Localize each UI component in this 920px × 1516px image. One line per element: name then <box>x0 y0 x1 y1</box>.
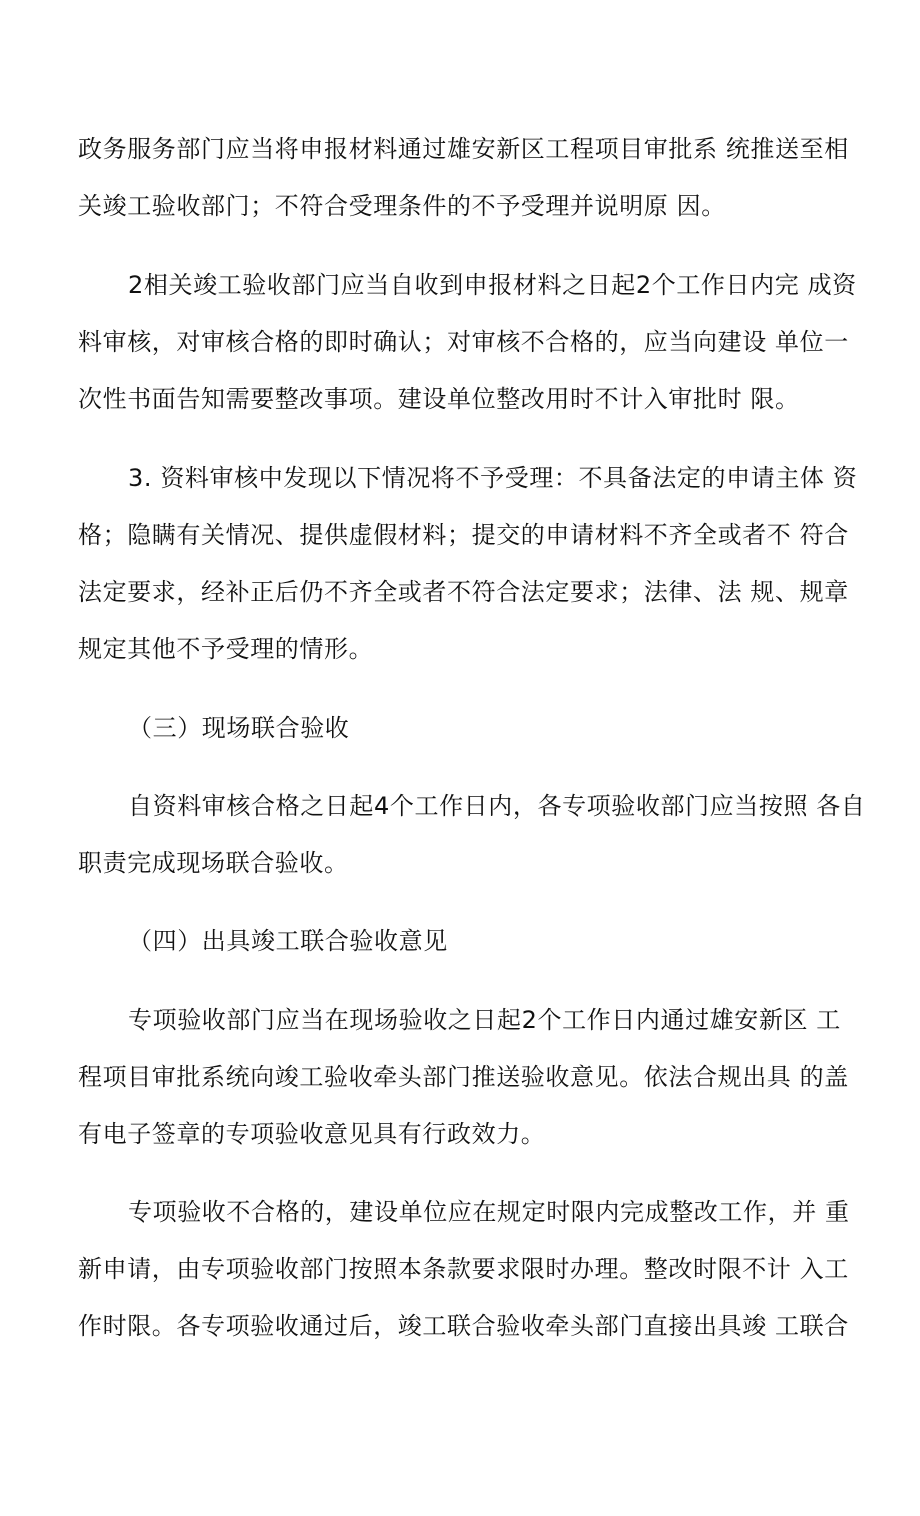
para1-line1: 政务服务部门应当将申报材料通过雄安新区工程项目审批系 统推送至相 <box>78 135 849 163</box>
para4-line2: 职责完成现场联合验收。 <box>78 849 349 877</box>
para3-line3: 法定要求，经补正后仍不齐全或者不符合法定要求；法律、法 规、规章 <box>78 578 849 606</box>
section-heading-3: （三）现场联合验收 <box>128 714 350 742</box>
para5-line2: 程项目审批系统向竣工验收牵头部门推送验收意见。依法合规出具 的盖 <box>78 1063 849 1091</box>
para5-line1: 专项验收部门应当在现场验收之日起2个工作日内通过雄安新区 工 <box>128 1006 841 1034</box>
section-heading-4: （四）出具竣工联合验收意见 <box>128 927 448 955</box>
para5-line3: 有电子签章的专项验收意见具有行政效力。 <box>78 1120 546 1148</box>
para4-line1: 自资料审核合格之日起4个工作日内，各专项验收部门应当按照 各自 <box>128 792 866 820</box>
para6-line3: 作时限。各专项验收通过后，竣工联合验收牵头部门直接出具竣 工联合 <box>78 1312 849 1340</box>
para3-line4: 规定其他不予受理的情形。 <box>78 635 374 663</box>
para2-line3: 次性书面告知需要整改事项。建设单位整改用时不计入审批时 限。 <box>78 385 800 413</box>
para2-line1: 2相关竣工验收部门应当自收到申报材料之日起2个工作日内完 成资 <box>128 271 857 299</box>
para3-line2: 格；隐瞒有关情况、提供虚假材料；提交的申请材料不齐全或者不 符合 <box>78 521 849 549</box>
para3-line1: 3. 资料审核中发现以下情况将不予受理：不具备法定的申请主体 资 <box>128 464 858 492</box>
para6-line2: 新申请，由专项验收部门按照本条款要求限时办理。整改时限不计 入工 <box>78 1255 849 1283</box>
para2-line2: 料审核，对审核合格的即时确认；对审核不合格的，应当向建设 单位一 <box>78 328 849 356</box>
para1-line2: 关竣工验收部门；不符合受理条件的不予受理并说明原 因。 <box>78 192 726 220</box>
para6-line1: 专项验收不合格的，建设单位应在规定时限内完成整改工作，并 重 <box>128 1198 850 1226</box>
